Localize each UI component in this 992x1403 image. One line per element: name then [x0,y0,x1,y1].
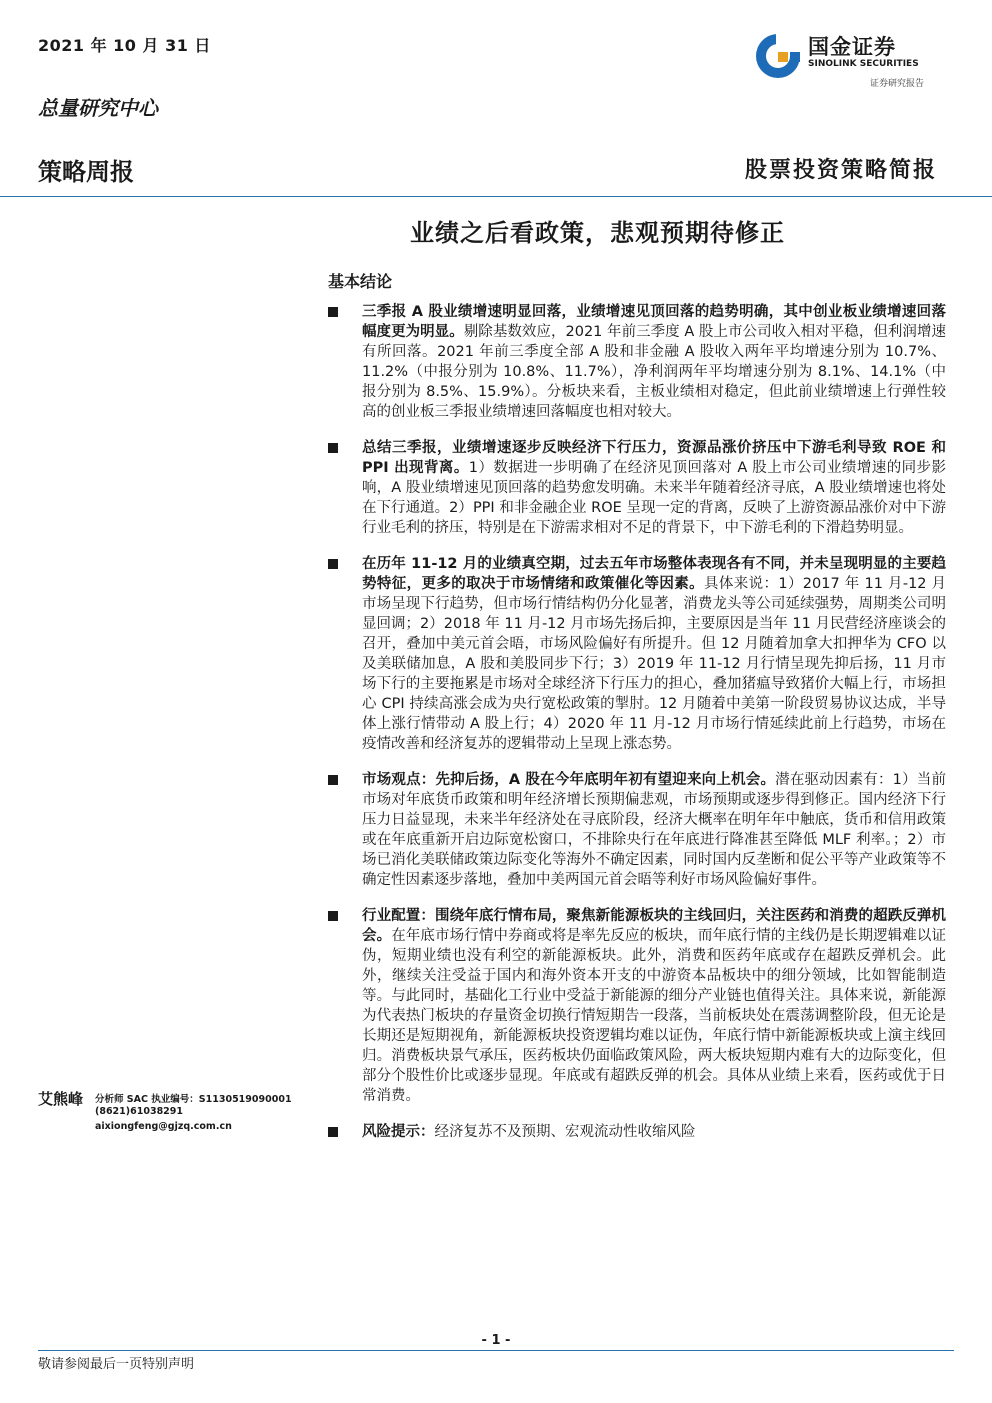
conclusion-item [328,438,946,538]
conclusion-list [328,302,946,1158]
bullet-square-icon [328,559,338,569]
conclusion-body: 潜在驱动因素有：1）当前市场对年底货币政策和明年经济增长预期偏悲观，市场预期或逐步得到修正。国内经济下行压力日益显现，未来半年经济处在寻底阶段，经济大概率在明年年中触底，货币和信用政策或在年底重新开启边际宽松窗口，不排除央行在年底进行降准甚至降低 MLF 利率。；2）市场已消化美联储政策边际变化等海外不确定因素，同时国内反垄断和促公平等产业政策等不确定性因素逐步落地，叠加中美两国元首会晤等利好市场风险偏好事件。 [362,772,946,888]
conclusion-item [328,554,946,754]
conclusion-headline: 三季报 A 股业绩增速明显回落，业绩增速见顶回落的趋势明确，其中创业板业绩增速回落幅度更为明显。 [362,304,946,340]
footer-disclaimer: 敬请参阅最后一页特别声明 [38,1357,195,1372]
conclusion-item [328,1122,946,1142]
conclusion-body: 剔除基数效应，2021 年前三季度 A 股上市公司收入相对平稳，但利润增速有所回落。2021 年前三季度全部 A 股和非金融 A 股收入两年平均增速分别为 10.7%、11.2%（中报分别为 10.8%、11.7%），净利润两年平均增速分别为 8.1%、14.1%（中报分别为 8.5%、15.9%）。分板块来看，主板业绩相对稳定，但此前业绩增速上行弹性较高的创业板三季报业绩增速回落幅度也相对较大。 [362,324,946,420]
conclusion-body: 在年底市场行情中券商或将是率先反应的板块，而年底行情的主线仍是长期逻辑难以证伪，短期业绩也没有利空的新能源板块。此外，消费和医药年底或存在超跌反弹机会。此外，继续关注受益于国内和海外资本开支的中游资本品板块中的细分领域，比如智能制造等。与此同时，基础化工行业中受益于新能源的细分产业链也值得关注。具体来说，新能源为代表热门板块的存量资金切换行情短期告一段落，当前板块处在震荡调整阶段，但无论是长期还是短期视角，新能源板块投资逻辑均难以证伪，年底行情中新能源板块或上演主线回归。消费板块景气承压，医药板块仍面临政策风险，两大板块短期内难有大的边际变化，但部分个股性价比或逐步显现。年底或有超跌反弹的机会。具体从业绩上来看，医药或优于日常消费。 [362,928,947,1104]
report-title: 业绩之后看政策，悲观预期待修正 [410,219,785,247]
report-type: 策略周报 [38,158,134,186]
conclusion-item [328,302,946,422]
author-name: 艾熊峰 [38,1090,84,1108]
conclusion-headline: 在历年 11-12 月的业绩真空期，过去五年市场整体表现各有不同，并未呈现明显的主要趋势特征，更多的取决于市场情绪和政策催化等因素。 [362,556,946,592]
conclusion-headline: 风险提示： [362,1124,435,1140]
author-phone: (8621)61038291 [95,1106,184,1117]
conclusion-headline: 总结三季报，业绩增速逐步反映经济下行压力，资源品涨价挤压中下游毛利导致 ROE 和 PPI 出现背离。 [362,440,946,476]
footer-divider [38,1350,954,1351]
logo-subtitle: 证券研究报告 [870,79,925,89]
report-category: 股票投资策略简报 [744,158,937,183]
conclusion-body: 1）数据进一步明确了在经济见顶回落对 A 股上市公司业绩增速的同步影响，A 股业绩增速见顶回落的趋势愈发明确。未来半年随着经济寻底，A 股业绩增速也将处在下行通道。2）PPI 和非金融企业 ROE 呈现一定的背离，反映了上游资源品涨价对中下游行业毛利的挤压，特别是在下游需求相对不足的背景下，中下游毛利的下滑趋势明显。 [362,460,946,536]
page-number: - 1 - [481,1333,511,1348]
conclusion-headline: 市场观点：先抑后扬，A 股在今年底明年初有望迎来向上机会。 [362,772,776,788]
header-divider [0,196,992,197]
sinolink-logo-icon [754,32,802,80]
bullet-square-icon [328,911,338,921]
section-title: 基本结论 [328,272,393,291]
conclusion-item [328,906,946,1106]
logo-name-cn: 国金证券 [808,35,896,59]
conclusion-body: 具体来说：1）2017 年 11 月-12 月市场呈现下行趋势，但市场行情结构仍分化显著，消费龙头等公司延续强势，周期类公司明显回调；2）2018 年 11 月-12 月市场先扬后抑，主要原因是当年 11 月民营经济座谈会的召开，叠加中美元首会晤，市场风险偏好有所提升。但 12 月随着加拿大扣押华为 CFO 以及美联储加息，A 股和美股同步下行；3）2019 年 11-12 月行情呈现先抑后扬，11 月市场下行的主要拖累是市场对全球经济下行压力的担心，叠加猪瘟导致猪价大幅上行，市场担心 CPI 持续高涨会成为央行宽松政策的掣肘。12 月随着中美第一阶段贸易协议达成，半导体上涨行情带动 A 股上行；4）2020 年 11 月-12 月市场行情延续此前上行趋势，市场在疫情改善和经济复苏的逻辑带动上呈现上涨态势。 [362,576,946,752]
conclusion-body: 经济复苏不及预期、宏观流动性收缩风险 [434,1124,696,1140]
report-date: 2021 年 10 月 31 日 [38,36,211,55]
bullet-square-icon [328,307,338,317]
logo-name-en: SINOLINK SECURITIES [808,59,919,69]
bullet-square-icon [328,1127,338,1137]
conclusion-headline: 行业配置：围绕年底行情布局，聚焦新能源板块的主线回归，关注医药和消费的超跌反弹机会。 [362,908,946,944]
bullet-square-icon [328,443,338,453]
company-logo [752,28,952,92]
author-email[interactable]: aixiongfeng@gjzq.com.cn [95,1121,232,1132]
bullet-square-icon [328,775,338,785]
author-credential: 分析师 SAC 执业编号：S1130519090001 [95,1094,292,1105]
conclusion-item [328,770,946,890]
department-name: 总量研究中心 [38,96,158,120]
